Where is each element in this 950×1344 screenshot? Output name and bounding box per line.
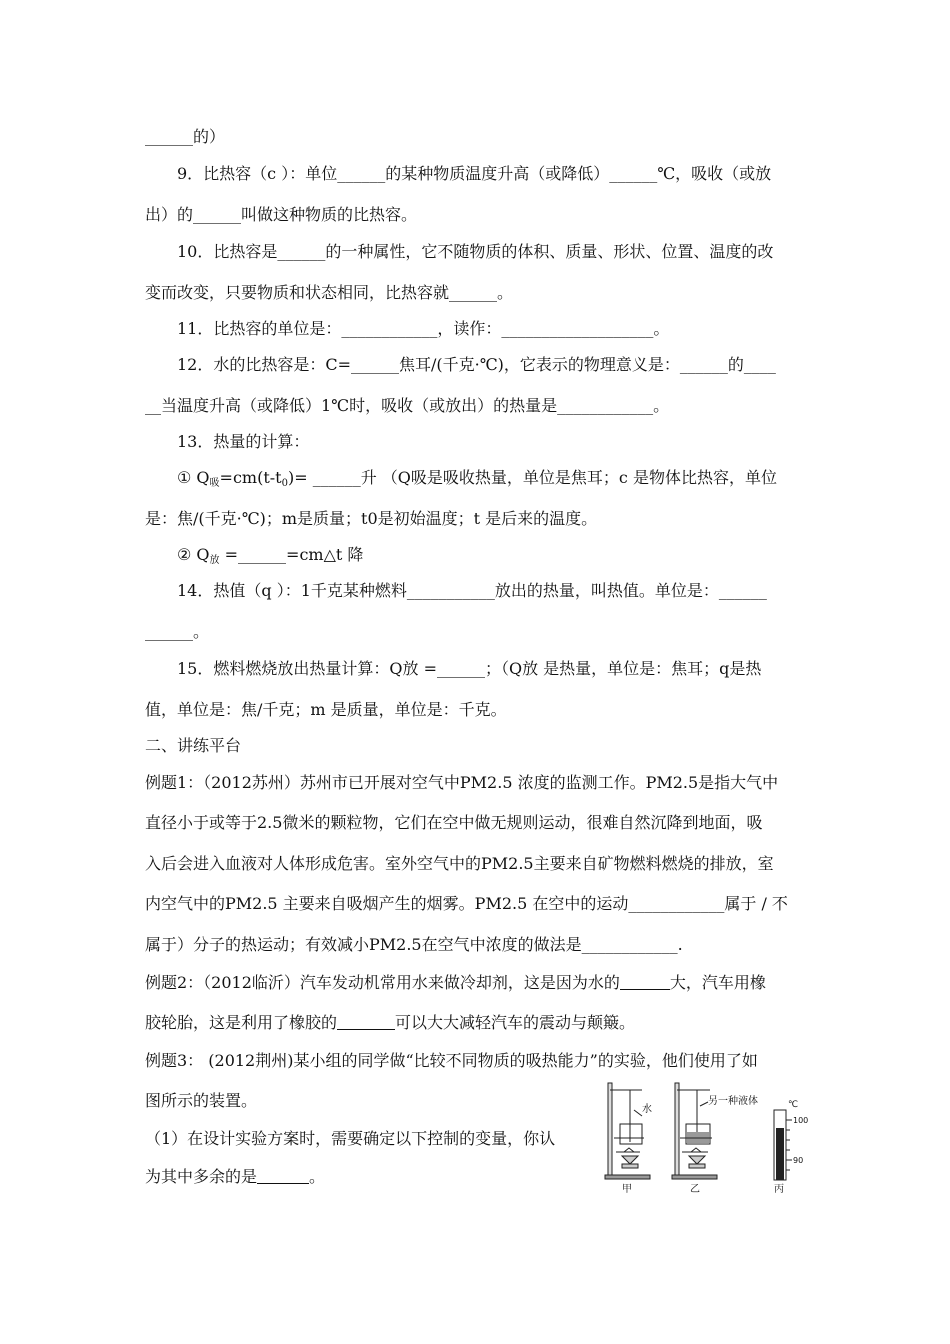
example-3-line-2: 图所示的装置。	[145, 1091, 258, 1110]
tick-100: 100	[793, 1116, 809, 1125]
example-1-line-5: 属于）分子的热运动；有效减小PM2.5在空气中浓度的做法是____________.	[145, 935, 683, 954]
question-13-formula-1	[177, 468, 810, 494]
example-1-line-4: 内空气中的PM2.5 主要来自吸烟产生的烟雾。PM2.5 在空中的运动____________属于 / 不	[145, 894, 788, 913]
caption-bing: 丙	[774, 1184, 784, 1195]
formula-part: ② Q	[177, 545, 210, 564]
example-2-line-1	[145, 973, 810, 993]
subscript: 0	[281, 478, 288, 489]
label-celsius: ℃	[788, 1100, 799, 1110]
tick-90: 90	[793, 1156, 804, 1165]
example-3-line-3: （1）在设计实验方案时，需要确定以下控制的变量，你认	[145, 1129, 556, 1148]
apparatus-jia	[605, 1083, 650, 1179]
formula-part: =______=cm△t 降	[219, 545, 364, 564]
section-heading: 二、讲练平台	[145, 736, 242, 755]
question-9-line-1: 9．比热容（c ）：单位______的某种物质温度升高（或降低）______℃，吸收（或放	[177, 164, 772, 183]
example-3-line-4	[145, 1167, 595, 1187]
question-14-line-2: ______。	[145, 622, 210, 641]
question-15-line-1: 15．燃料燃烧放出热量计算：Q放 =______；（Q放 是热量，单位是：焦耳；q是热	[177, 659, 762, 678]
example-2-line-2	[145, 1013, 810, 1033]
text-part: 例题2：（2012临沂）汽车发动机常用水来做冷却剂，这是因为水的	[145, 973, 620, 992]
question-11: 11．比热容的单位是：____________，读作：___________________。	[177, 319, 670, 338]
question-12-line-1: 12．水的比热容是：C=______焦耳/(千克·℃)，它表示的物理意义是：______的____	[177, 355, 776, 374]
question-12-line-2: __当温度升高（或降低）1℃时，吸收（或放出）的热量是____________。	[145, 396, 670, 415]
question-15-line-2: 值，单位是：焦/千克；m 是质量，单位是：千克。	[145, 700, 507, 719]
example-1-line-2: 直径小于或等于2.5微米的颗粒物，它们在空中做无规则运动，很难自然沉降到地面，吸	[145, 813, 763, 832]
question-10-line-2: 变而改变，只要物质和状态相同，比热容就______。	[145, 283, 514, 302]
subscript: 吸	[209, 478, 220, 489]
caption-yi: 乙	[690, 1184, 700, 1195]
text-part: 胶轮胎，这是利用了橡胶的	[145, 1013, 338, 1032]
answer-blank[interactable]	[620, 973, 670, 990]
question-9-line-2: 出）的______叫做这种物质的比热容。	[145, 205, 418, 224]
thermometer-bing	[774, 1110, 792, 1180]
example-3-line-1: 例题3： (2012荆州)某小组的同学做“比较不同物质的吸热能力”的实验，他们使用了如	[145, 1051, 758, 1070]
question-13-formula-1-line-2: 是：焦/(千克·℃)；m是质量；t0是初始温度；t 是后来的温度。	[145, 509, 598, 528]
experiment-figure	[600, 1080, 810, 1195]
text-part: 可以大大减轻汽车的震动与颠簸。	[395, 1013, 636, 1032]
text-part: 。	[309, 1167, 326, 1186]
text-line: ______的）	[145, 127, 226, 146]
question-10-line-1: 10．比热容是______的一种属性，它不随物质的体积、质量、形状、位置、温度的改	[177, 242, 774, 261]
label-water: 水	[642, 1104, 652, 1115]
question-14-line-1: 14．热值（q ）：1千克某种燃料___________放出的热量，叫热值。单位是：______	[177, 581, 767, 600]
example-1-line-1: 例题1：（2012苏州）苏州市已开展对空气中PM2.5 浓度的监测工作。PM2.5是指大气中	[145, 773, 779, 792]
formula-part: =cm(t-t	[219, 468, 282, 487]
answer-blank[interactable]	[257, 1167, 309, 1184]
formula-part: )= ______升 （Q吸是吸收热量，单位是焦耳；c 是物体比热容，单位	[287, 468, 777, 487]
question-13: 13．热量的计算：	[177, 432, 310, 451]
answer-blank[interactable]	[337, 1013, 395, 1030]
text-part: 为其中多余的是	[145, 1167, 258, 1186]
caption-jia: 甲	[622, 1184, 632, 1195]
subscript: 放	[209, 555, 220, 566]
example-1-line-3: 入后会进入血液对人体形成危害。室外空气中的PM2.5主要来自矿物燃料燃烧的排放，室	[145, 854, 774, 873]
text-part: 大，汽车用橡	[669, 973, 766, 992]
question-13-formula-2	[177, 545, 810, 571]
label-other-liquid: 另一种液体	[708, 1096, 758, 1107]
formula-part: ① Q	[177, 468, 210, 487]
